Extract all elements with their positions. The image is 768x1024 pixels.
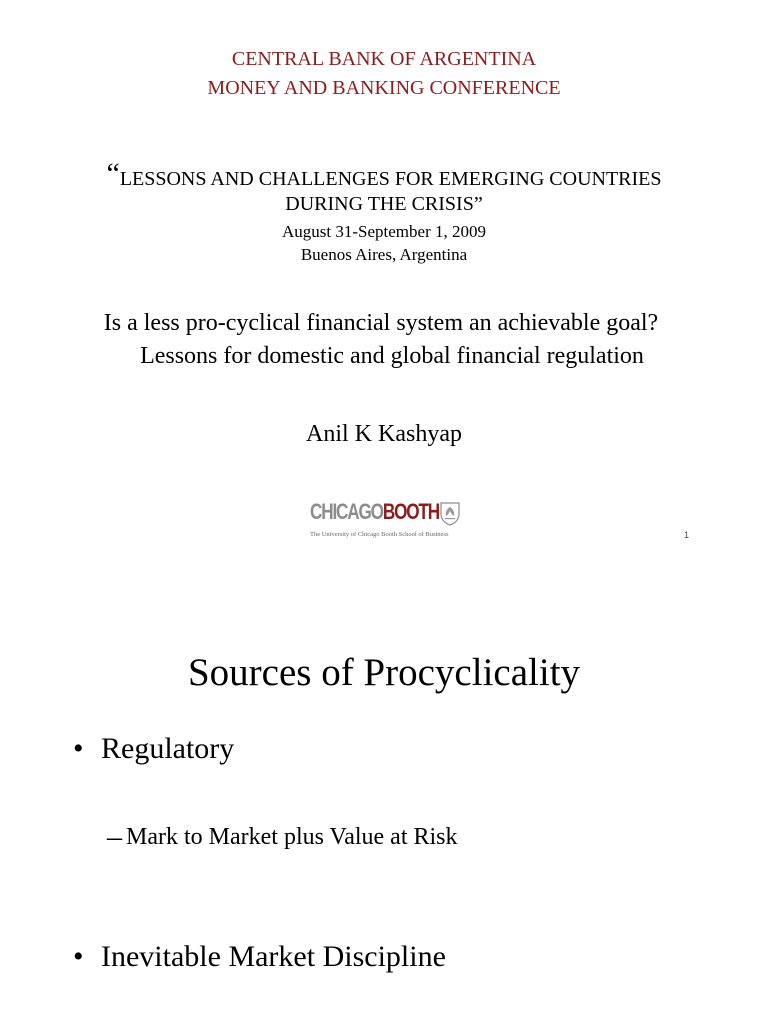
logo-tagline: The University of Chicago Booth School of Business	[310, 531, 449, 538]
conference-name: MONEY AND BANKING CONFERENCE	[207, 77, 561, 99]
talk-title-line2: Lessons for domestic and global financial regulation	[140, 343, 644, 369]
author-name: Anil K Kashyap	[306, 421, 462, 447]
bullet-label: Regulatory	[101, 732, 235, 765]
logo-word-booth: BOOTH	[382, 499, 439, 524]
university-crest-icon	[439, 502, 461, 526]
open-quote-mark: “	[106, 157, 120, 190]
conference-dates: August 31-September 1, 2009	[282, 222, 486, 241]
organizer-name: CENTRAL BANK OF ARGENTINA	[231, 48, 537, 70]
bullet-item	[73, 732, 234, 766]
page-number: 1	[684, 530, 690, 540]
conference-title-line2: DURING THE CRISIS”	[285, 193, 483, 215]
bullet-item	[73, 940, 446, 974]
slide-title: Sources of Procyclicality	[187, 651, 581, 694]
talk-title-line1: Is a less pro-cyclical financial system an achievable goal?	[103, 310, 659, 336]
bullet-label: Inevitable Market Discipline	[101, 940, 446, 973]
logo-word-chicago: CHICAGO	[310, 499, 383, 524]
bullet-symbol: •	[73, 732, 84, 765]
sub-bullet-item	[107, 820, 458, 854]
conference-title-text: LESSONS AND CHALLENGES FOR EMERGING COUNTRIES	[119, 168, 662, 190]
chicago-booth-logo	[310, 500, 462, 542]
bullet-symbol: •	[73, 940, 84, 973]
conference-location: Buenos Aires, Argentina	[300, 245, 468, 264]
logo-wordmark	[310, 500, 439, 524]
conference-title-line1	[0, 157, 768, 191]
sub-bullet-label: Mark to Market plus Value at Risk	[126, 824, 458, 850]
dash-symbol: –	[107, 820, 122, 853]
